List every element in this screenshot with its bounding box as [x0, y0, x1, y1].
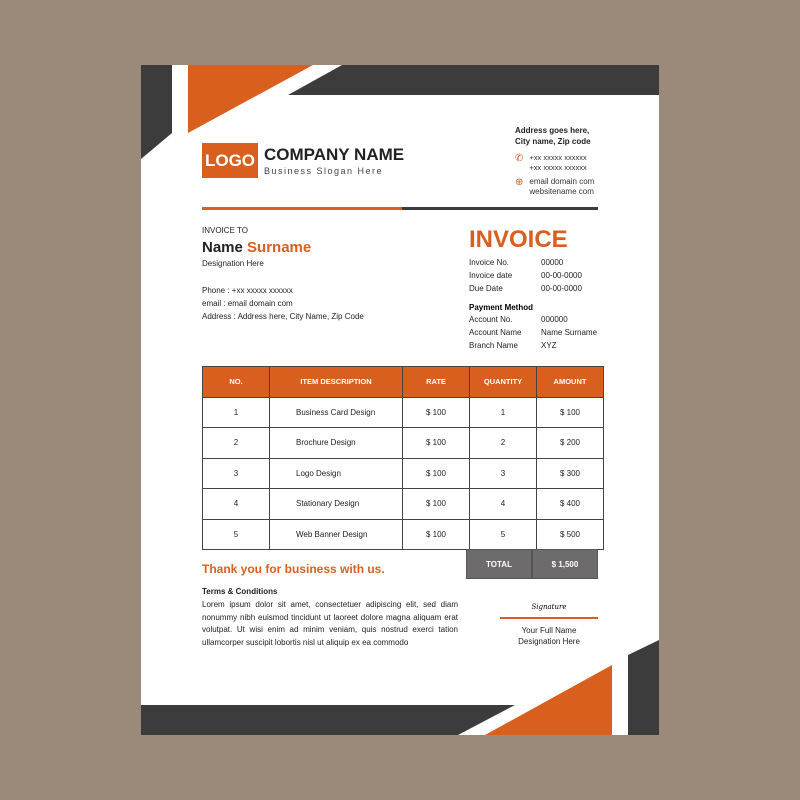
company-name: COMPANY NAME: [264, 145, 405, 164]
table-cell: $ 500: [537, 519, 604, 550]
terms-title: Terms & Conditions: [202, 587, 278, 596]
table-cell: $ 100: [403, 428, 470, 459]
detail-row: Invoice date 00-00-0000: [469, 270, 582, 280]
total-row: [466, 549, 598, 579]
table-row: [203, 489, 604, 520]
client-last-name: Surname: [247, 239, 312, 256]
detail-row: Invoice No. 00000: [469, 258, 564, 267]
table-row: [203, 397, 604, 428]
invoice-to-label: INVOICE TO: [202, 226, 248, 235]
client-first-name: Name: [202, 239, 243, 256]
table-cell: $ 400: [537, 489, 604, 520]
globe-icon: ⊕: [515, 177, 524, 188]
signature: Signature: [531, 603, 567, 611]
phone-block: [515, 153, 594, 173]
table-row: [203, 428, 604, 459]
table-header: [203, 367, 604, 398]
client-email: email : email domain com: [202, 298, 293, 308]
table-cell: 5: [470, 519, 537, 550]
column-header: RATE: [403, 367, 470, 398]
table-cell: Web Banner Design: [270, 519, 403, 550]
client-phone: Phone : +xx xxxxx xxxxxx: [202, 286, 293, 295]
bottom-dark-bar: [628, 640, 659, 735]
table-cell: $ 100: [403, 519, 470, 550]
signer: [500, 625, 598, 647]
table-cell: $ 100: [403, 489, 470, 520]
table-cell: 1: [470, 397, 537, 428]
website: websitename com: [529, 187, 594, 196]
divider-dark: [402, 207, 598, 210]
signer-name: Your Full Name: [521, 626, 577, 635]
table-cell: 3: [470, 458, 537, 489]
table-cell: $ 100: [403, 397, 470, 428]
signer-designation: Designation Here: [518, 637, 580, 646]
column-header: AMOUNT: [537, 367, 604, 398]
total-label: TOTAL: [466, 549, 532, 579]
address-line: City name, Zip code: [515, 137, 591, 146]
detail-row: Due Date 00-00-0000: [469, 283, 582, 293]
column-header: NO.: [203, 367, 270, 398]
table-row: [203, 519, 604, 550]
table-cell: 4: [203, 489, 270, 520]
phone: +xx xxxxx xxxxxx: [529, 163, 587, 172]
table-cell: Logo Design: [270, 458, 403, 489]
bottom-dark-band: [141, 705, 515, 735]
logo: LOGO: [202, 143, 258, 178]
email: email domain com: [529, 177, 595, 186]
table-row: [203, 458, 604, 489]
client-name: [202, 239, 311, 256]
table-cell: 2: [203, 428, 270, 459]
phone: +xx xxxxx xxxxxx: [529, 153, 587, 162]
slogan: Business Slogan Here: [264, 166, 384, 176]
table-cell: 5: [203, 519, 270, 550]
table-cell: $ 100: [537, 397, 604, 428]
signature-line: [500, 617, 598, 619]
company-address: [515, 125, 594, 197]
terms-text: Lorem ipsum dolor sit amet, consectetuer adipiscing elit, sed diam nonummy nibh euismod tincidunt ut laoreet dolore magna aliquam erat volutpat. Ut wisi enim ad minim veniam, quis nostrud exerci tation ullamcorper suscipit lobortis nisl ut aliquip ex ea commodo: [202, 600, 458, 647]
table-cell: Business Card Design: [270, 397, 403, 428]
payment-row: Account Name Name Surname: [469, 328, 598, 338]
divider-orange: [202, 207, 402, 210]
invoice-title: INVOICE: [469, 226, 568, 253]
table-cell: 1: [203, 397, 270, 428]
payment-row: Branch Name XYZ: [469, 340, 557, 350]
top-dark-band: [288, 65, 659, 95]
client-address: Address : Address here, City Name, Zip Code: [202, 311, 364, 321]
payment-row: Account No. 000000: [469, 315, 568, 325]
payment-method-title: Payment Method: [469, 303, 534, 313]
thank-you: Thank you for business with us.: [202, 562, 385, 576]
table-cell: $ 100: [403, 458, 470, 489]
table-cell: Stationary Design: [270, 489, 403, 520]
column-header: ITEM DESCRIPTION: [270, 367, 403, 398]
total-value: $ 1,500: [532, 549, 598, 579]
table-cell: 2: [470, 428, 537, 459]
table-cell: 3: [203, 458, 270, 489]
table-cell: $ 200: [537, 428, 604, 459]
client-contact: [202, 285, 364, 323]
address-line: Address goes here,: [515, 126, 590, 135]
invoice-details: [469, 257, 597, 353]
table-cell: $ 300: [537, 458, 604, 489]
web-block: [515, 177, 594, 197]
table-cell: Brochure Design: [270, 428, 403, 459]
items-table: [202, 366, 604, 550]
phone-icon: ✆: [515, 153, 524, 164]
table-cell: 4: [470, 489, 537, 520]
client-designation: Designation Here: [202, 259, 264, 268]
column-header: QUANTITY: [470, 367, 537, 398]
